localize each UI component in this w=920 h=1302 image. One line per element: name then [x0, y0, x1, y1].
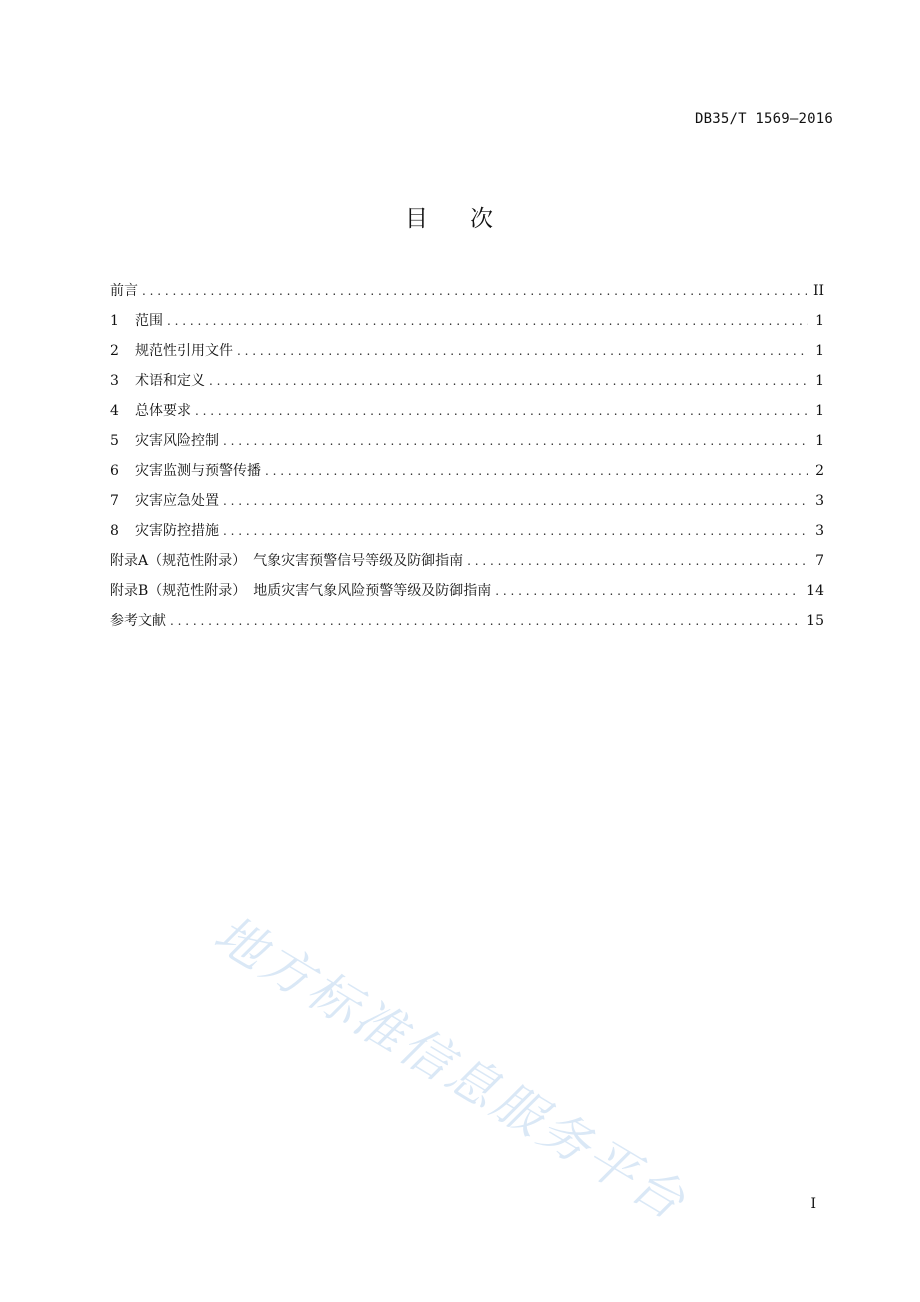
toc-entry-5[interactable]: [110, 426, 824, 456]
toc-entry-title: 附录B（规范性附录） 地质灾害气象风险预警等级及防御指南: [110, 583, 492, 599]
toc-leader-dots: [223, 426, 808, 456]
toc-entry-foreword[interactable]: [110, 276, 824, 306]
toc-leader-dots: [142, 276, 807, 306]
table-of-contents: [110, 276, 824, 636]
toc-entry-1[interactable]: [110, 306, 824, 336]
toc-entry-references[interactable]: [110, 606, 824, 636]
toc-entry-page: 1: [815, 313, 824, 329]
toc-entry-appendix-b[interactable]: [110, 576, 824, 606]
toc-leader-dots: [209, 366, 808, 396]
toc-entry-title: 灾害监测与预警传播: [135, 463, 261, 479]
toc-entry-number: 7: [110, 493, 119, 509]
toc-entry-number: 4: [110, 403, 119, 419]
toc-leader-dots: [167, 306, 808, 336]
toc-entry-page: 1: [815, 403, 824, 419]
toc-entry-page: 1: [815, 343, 824, 359]
toc-entry-2[interactable]: [110, 336, 824, 366]
toc-entry-page: II: [812, 283, 824, 299]
toc-entry-page: 3: [815, 523, 824, 539]
toc-entry-number: 3: [110, 373, 119, 389]
toc-entry-number: 2: [110, 343, 119, 359]
toc-leader-dots: [495, 576, 800, 606]
toc-entry-page: 2: [815, 463, 824, 479]
toc-entry-title: 规范性引用文件: [135, 343, 233, 359]
toc-leader-dots: [223, 516, 808, 546]
toc-entry-page: 3: [815, 493, 824, 509]
toc-entry-title: 前言: [110, 283, 138, 299]
toc-entry-appendix-a[interactable]: [110, 546, 824, 576]
toc-heading: 目次: [405, 206, 535, 232]
toc-entry-3[interactable]: [110, 366, 824, 396]
toc-entry-page: 14: [806, 583, 824, 599]
toc-entry-number: 6: [110, 463, 119, 479]
page-number: I: [810, 1196, 816, 1212]
toc-entry-8[interactable]: [110, 516, 824, 546]
toc-entry-7[interactable]: [110, 486, 824, 516]
toc-entry-title: 附录A（规范性附录） 气象灾害预警信号等级及防御指南: [110, 553, 464, 569]
toc-entry-title: 术语和定义: [135, 373, 205, 389]
toc-entry-page: 1: [815, 433, 824, 449]
toc-entry-title: 灾害防控措施: [135, 523, 219, 539]
toc-entry-title: 灾害应急处置: [135, 493, 219, 509]
toc-entry-title: 总体要求: [135, 403, 191, 419]
toc-leader-dots: [223, 486, 808, 516]
toc-leader-dots: [237, 336, 808, 366]
toc-leader-dots: [170, 606, 800, 636]
toc-leader-dots: [467, 546, 808, 576]
toc-entry-4[interactable]: [110, 396, 824, 426]
toc-entry-title: 参考文献: [110, 613, 166, 629]
toc-entry-title: 灾害风险控制: [135, 433, 219, 449]
toc-leader-dots: [265, 456, 808, 486]
toc-entry-page: 7: [815, 553, 824, 569]
toc-leader-dots: [195, 396, 808, 426]
toc-entry-number: 5: [110, 433, 119, 449]
standard-code: DB35/T 1569—2016: [694, 111, 833, 127]
toc-entry-number: 8: [110, 523, 119, 539]
toc-entry-number: 1: [110, 313, 119, 329]
toc-entry-page: 1: [815, 373, 824, 389]
toc-entry-page: 15: [806, 613, 824, 629]
toc-entry-title: 范围: [135, 313, 163, 329]
toc-entry-6[interactable]: [110, 456, 824, 486]
watermark: 地方标准信息服务平台: [204, 904, 698, 1233]
